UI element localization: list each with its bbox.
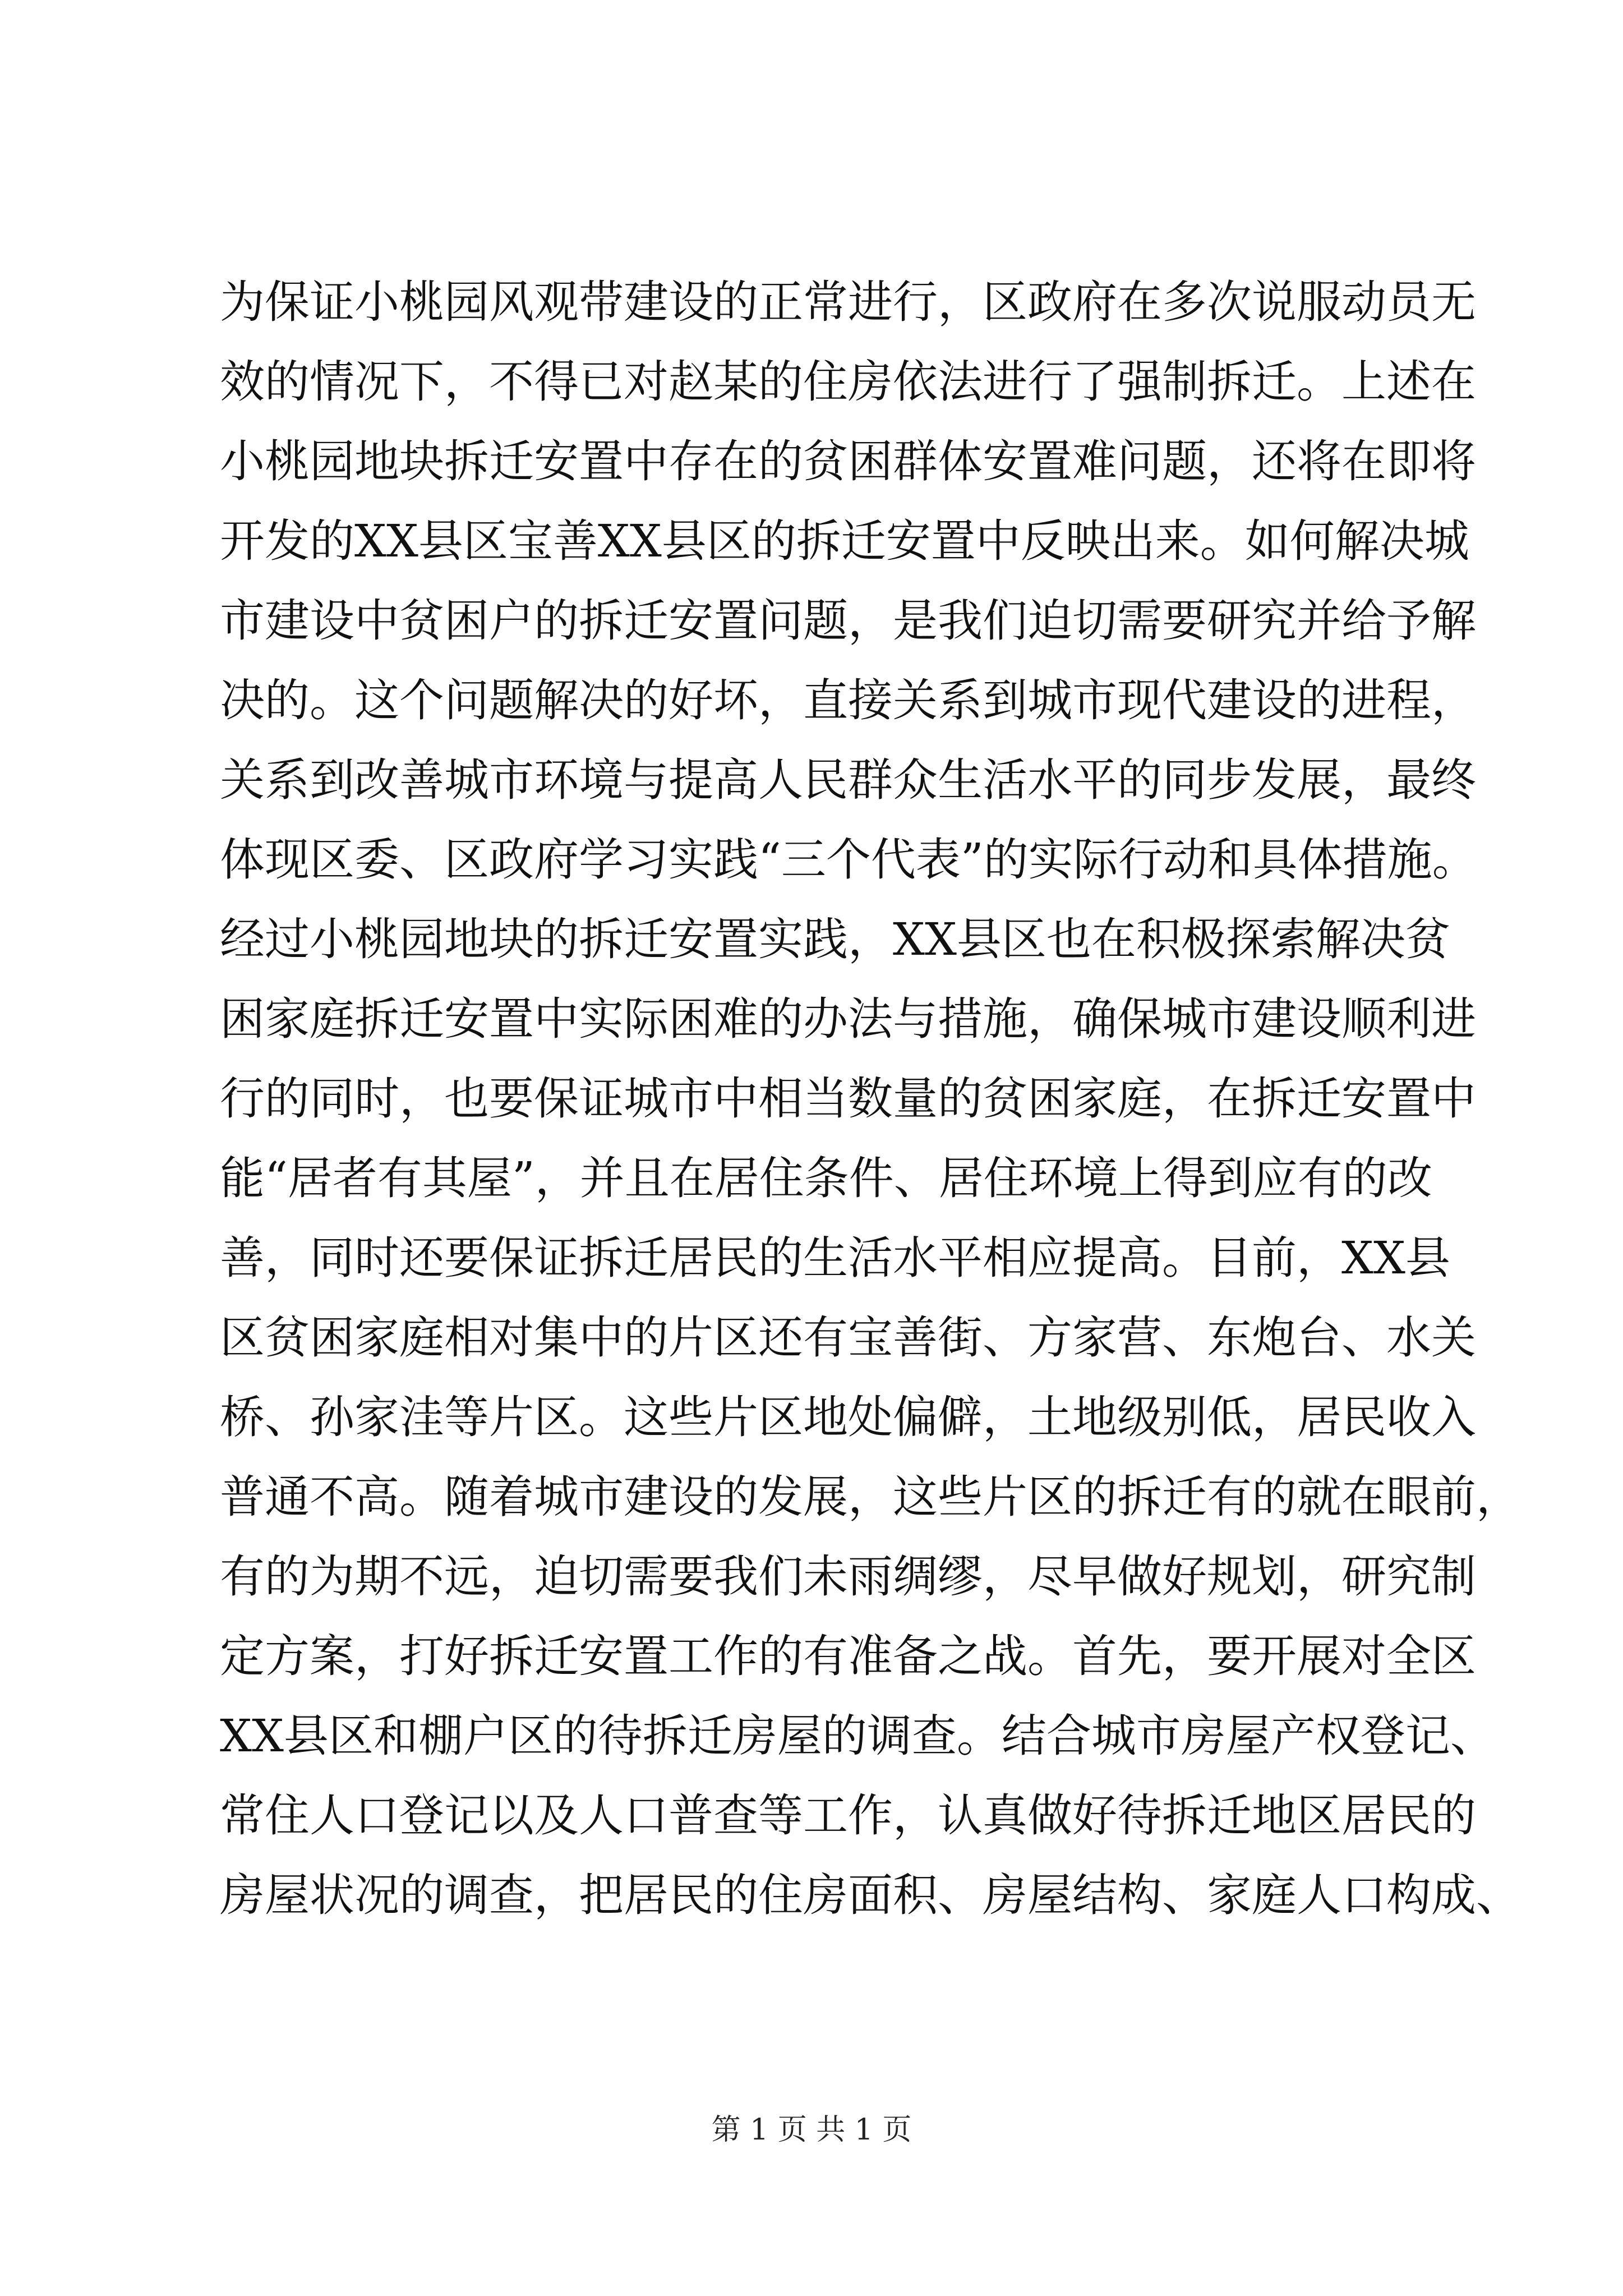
text-line: 定方案，打好拆迁安置工作的有准备之战。首先，要开展对全区 (220, 1630, 1476, 1682)
text-line: 困家庭拆迁安置中实际困难的办法与措施，确保城市建设顺利进 (220, 993, 1476, 1045)
body-text (220, 263, 1521, 1935)
text-line: XX县区和棚户区的待拆迁房屋的调查。结合城市房屋产权登记、 (220, 1710, 1495, 1762)
text-line: 市建设中贫困户的拆迁安置问题，是我们迫切需要研究并给予解 (220, 595, 1476, 647)
text-line: 桥、孙家洼等片区。这些片区地处偏僻，土地级别低，居民收入 (220, 1391, 1476, 1443)
text-line: 小桃园地块拆迁安置中存在的贫困群体安置难问题，还将在即将 (220, 435, 1476, 487)
text-line: 开发的XX县区宝善XX县区的拆迁安置中反映出来。如何解决城 (220, 515, 1469, 567)
text-line: 效的情况下，不得已对赵某的住房依法进行了强制拆迁。上述在 (220, 356, 1476, 408)
text-line: 区贫困家庭相对集中的片区还有宝善街、方家营、东炮台、水关 (220, 1312, 1476, 1364)
text-line: 善，同时还要保证拆迁居民的生活水平相应提高。目前，XX县 (220, 1232, 1450, 1284)
text-line: 房屋状况的调查，把居民的住房面积、房屋结构、家庭人口构成、 (220, 1869, 1521, 1921)
text-line: 决的。这个问题解决的好坏，直接关系到城市现代建设的进程， (220, 674, 1476, 726)
page-footer: 第 1 页 共 1 页 (711, 2113, 912, 2147)
text-line: 为保证小桃园风观带建设的正常进行，区政府在多次说服动员无 (220, 276, 1476, 328)
text-line: 常住人口登记以及人口普查等工作，认真做好待拆迁地区居民的 (220, 1789, 1476, 1842)
text-line: 能“居者有其屋”，并且在居住条件、居住环境上得到应有的改 (220, 1152, 1432, 1204)
text-line: 有的为期不远，迫切需要我们未雨绸缪，尽早做好规划，研究制 (220, 1550, 1476, 1603)
text-line: 普通不高。随着城市建设的发展，这些片区的拆迁有的就在眼前， (220, 1471, 1521, 1523)
text-line: 体现区委、区政府学习实践“三个代表”的实际行动和具体措施。 (220, 834, 1477, 886)
text-line: 经过小桃园地块的拆迁安置实践，XX县区也在积极探索解决贫 (220, 913, 1450, 965)
text-line: 关系到改善城市环境与提高人民群众生活水平的同步发展，最终 (220, 754, 1476, 806)
text-line: 行的同时，也要保证城市中相当数量的贫困家庭，在拆迁安置中 (220, 1073, 1476, 1125)
